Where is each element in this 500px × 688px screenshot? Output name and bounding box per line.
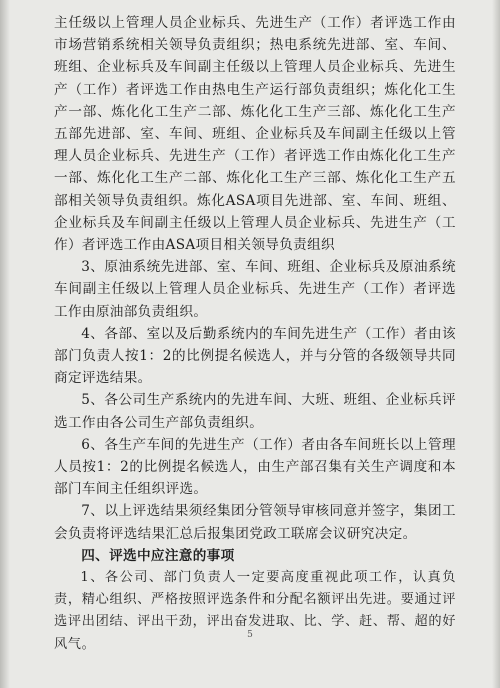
paragraph-intro: 主任级以上管理人员企业标兵、先进生产（工作）者评选工作由市场营销系统相关领导负责组织；热电系统先进部、室、车间、班组、企业标兵及车间副主任级以上管理人员企业标兵、先进生产（工作）者评选工作由热电生产运行部负责组织；炼化化工生产一部、炼化化工生产二部、炼化化工生产三部、炼化化工生产五部先进部、室、车间、班组、企业标兵及车间副主任级以上管理人员企业标兵、先进生产（工作）者评选工作由炼化化工生产一部、炼化化工生产二部、炼化化工生产三部、炼化化工生产五部相关领导负责组织。炼化ASA项目先进部、室、车间、班组、企业标兵及车间副主任级以上管理人员企业标兵、先进生产（工作）者评选工作由ASA项目相关领导负责组织 bbox=[54, 15, 456, 254]
page-number: 5 bbox=[247, 630, 253, 640]
paragraph-item-4: 4、各部、室以及后勤系统内的车间先进生产（工作）者由该部门负责人按1：2的比例提名候选人，并与分管的各级领导共同商定评选结果。 bbox=[54, 325, 456, 387]
scan-shadow-left bbox=[0, 0, 10, 688]
document-body bbox=[54, 12, 456, 656]
section-heading: 四、评选中应注意的事项 bbox=[81, 547, 235, 564]
scan-shadow-right bbox=[492, 0, 500, 688]
paragraph-item-3: 3、原油系统先进部、室、车间、班组、企业标兵及原油系统车间副主任级以上管理人员企业标兵、先进生产（工作）者评选工作由原油部负责组织。 bbox=[54, 259, 456, 320]
paragraph-item-7: 7、以上评选结果须经集团分管领导审核同意并签字，集团工会负责将评选结果汇总后报集团党政工联席会议研究决定。 bbox=[54, 503, 456, 542]
paragraph-item-5: 5、各公司生产系统内的先进车间、大班、班组、企业标兵评选工作由各公司生产部负责组织。 bbox=[54, 392, 456, 431]
paragraph-final: 1、各公司、部门负责人一定要高度重视此项工作，认真负责，精心组织、严格按照评选条件和分配名额评出先进。要通过评选评出团结、评出干劲，评出奋发进取、比、学、赶、帮、超的好风气。 bbox=[54, 570, 456, 652]
paragraph-item-6: 6、各生产车间的先进生产（工作）者由各车间班长以上管理人员按1：2的比例提名候选人，由生产部召集有关生产调度和本部门车间主任组织评选。 bbox=[54, 436, 456, 498]
